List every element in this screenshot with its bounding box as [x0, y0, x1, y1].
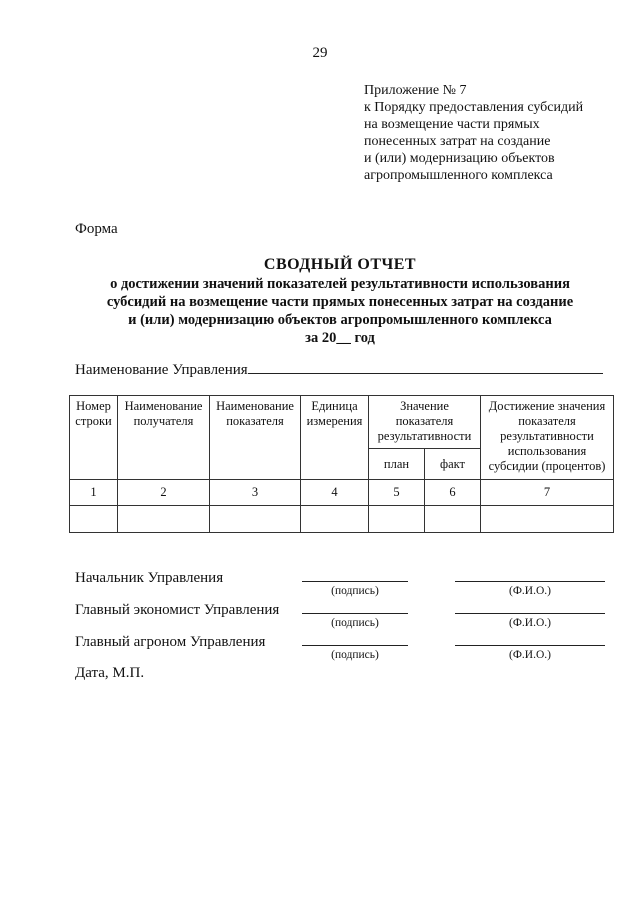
column-number: 5	[369, 480, 425, 506]
signature-hint: (подпись)	[331, 617, 379, 629]
page-number: 29	[312, 45, 328, 61]
table-cell	[118, 506, 210, 533]
table-cell	[210, 506, 301, 533]
appendix-line: и (или) модернизацию объектов	[364, 151, 555, 166]
column-number: 6	[425, 480, 481, 506]
header-row-number: Номер строки	[70, 396, 118, 480]
header-plan: план	[369, 449, 425, 480]
report-title-main: СВОДНЫЙ ОТЧЕТ	[263, 256, 417, 273]
report-title-line: и (или) модернизацию объектов агропромышленного комплекса	[128, 312, 552, 328]
report-title	[60, 255, 620, 347]
signature-row	[75, 602, 615, 634]
report-year-line: за 20__ год	[305, 330, 375, 346]
column-number: 2	[118, 480, 210, 506]
name-line	[455, 613, 605, 614]
appendix-block	[364, 82, 583, 184]
signature-hint: (подпись)	[331, 649, 379, 661]
table-cell	[301, 506, 369, 533]
signature-line	[302, 645, 408, 646]
signature-row	[75, 634, 615, 666]
report-title-line: о достижении значений показателей результативности использования	[110, 276, 570, 292]
report-table	[69, 395, 614, 533]
column-number: 1	[70, 480, 118, 506]
header-achievement: Достижение значения показателя результативности использования субсидии (процентов)	[481, 396, 614, 480]
header-indicator: Наименование показателя	[210, 396, 301, 480]
appendix-line: понесенных затрат на создание	[364, 134, 551, 149]
header-unit: Единица измерения	[301, 396, 369, 480]
header-recipient: Наименование получателя	[118, 396, 210, 480]
column-number: 4	[301, 480, 369, 506]
name-line	[455, 645, 605, 646]
column-number: 7	[481, 480, 614, 506]
signature-role: Начальник Управления	[75, 570, 224, 586]
appendix-line: Приложение № 7	[364, 83, 467, 98]
department-label: Наименование Управления	[75, 362, 248, 378]
department-fill-line	[248, 359, 603, 374]
name-hint: (Ф.И.О.)	[509, 585, 551, 597]
name-hint: (Ф.И.О.)	[509, 617, 551, 629]
signature-line	[302, 613, 408, 614]
table-cell	[425, 506, 481, 533]
name-hint: (Ф.И.О.)	[509, 649, 551, 661]
header-value-group: Значение показателя результативности	[369, 396, 481, 449]
appendix-line: агропромышленного комплекса	[364, 168, 553, 183]
signature-hint: (подпись)	[331, 585, 379, 597]
form-label: Форма	[75, 221, 118, 237]
department-field	[75, 359, 603, 379]
table-cell	[70, 506, 118, 533]
signatures-block	[75, 570, 615, 666]
header-fact: факт	[425, 449, 481, 480]
date-label: Дата, М.П.	[75, 665, 145, 681]
appendix-line: к Порядку предоставления субсидий	[364, 100, 584, 115]
appendix-line: на возмещение части прямых	[364, 117, 540, 132]
signature-role: Главный агроном Управления	[75, 634, 266, 650]
table-cell	[369, 506, 425, 533]
signature-role: Главный экономист Управления	[75, 602, 280, 618]
report-title-line: субсидий на возмещение части прямых понесенных затрат на создание	[106, 294, 574, 310]
column-number: 3	[210, 480, 301, 506]
name-line	[455, 581, 605, 582]
signature-line	[302, 581, 408, 582]
signature-row	[75, 570, 615, 602]
table-cell	[481, 506, 614, 533]
